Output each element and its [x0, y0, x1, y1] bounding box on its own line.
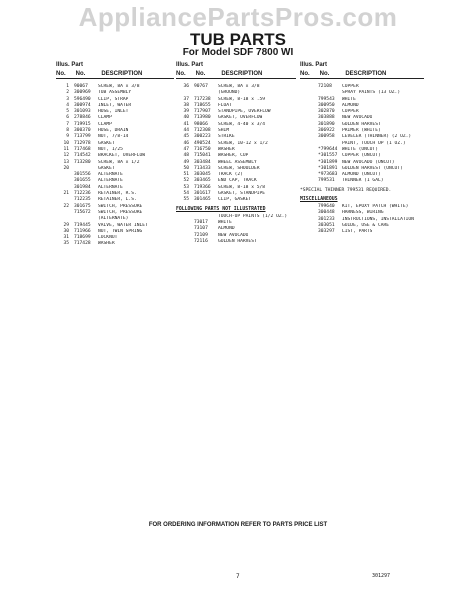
parts-list — [300, 84, 424, 185]
part-description: NUT, 7/8-14 — [98, 134, 129, 140]
part-description: CLAMP — [98, 121, 112, 127]
part-description: SHIM — [218, 128, 230, 134]
part-description: SCREW, 8A x 3/8 — [98, 84, 140, 89]
part-number: 718655 — [194, 102, 211, 108]
illus-number: 31 — [63, 235, 69, 241]
part-number: 300974 — [74, 102, 91, 108]
illus-number — [176, 239, 194, 245]
part-number: 300969 — [74, 90, 91, 96]
part-description: ALMOND — [218, 226, 235, 232]
part-number: 717468 — [74, 146, 91, 152]
illus-number: 12 — [63, 153, 69, 159]
part-number: 799543 — [318, 96, 335, 102]
page-number: 7 — [236, 573, 240, 580]
page-title: TUB PARTS — [189, 30, 286, 49]
part-description: NEW AVOCADO (UNCUT) — [342, 159, 395, 165]
part-description: WHITE — [342, 96, 356, 102]
illus-number: 44 — [183, 128, 189, 134]
part-number: 301890 — [318, 121, 335, 127]
part-number: 306922 — [318, 128, 335, 134]
part-number: 717238 — [194, 96, 211, 102]
watermark: AppliancePartsPros.com — [78, 2, 398, 32]
part-description: HARNESS, WIRING — [342, 210, 384, 216]
part-number: 301675 — [74, 203, 91, 209]
part-number: 799640 — [318, 204, 335, 210]
part-number: 715041 — [194, 153, 211, 159]
illus-number — [300, 178, 318, 184]
part-description: ALMOND — [342, 102, 359, 108]
illus-number: 49 — [183, 159, 189, 165]
part-description: GOLDEN HARVEST — [342, 121, 381, 127]
part-description: SWITCH, PRESSURE — [98, 203, 143, 209]
part-number: 303045 — [194, 172, 211, 178]
illus-number: 51 — [183, 172, 189, 178]
part-number: 73017 — [194, 219, 208, 225]
part-number: 302870 — [318, 109, 335, 115]
part-description: (ALTERNATE) — [98, 216, 129, 222]
section-heading: MISCELLANEOUS — [300, 197, 338, 203]
part-description: LEVELER (THINNER) (2 OZ.) — [342, 134, 412, 140]
header-illus-part: Illus. Part — [56, 62, 84, 68]
illus-number: 1 — [66, 84, 69, 89]
part-description: SPRAY PAINTS (13 OZ.) — [342, 90, 401, 96]
part-description: NEW AVOCADO — [218, 232, 249, 238]
illus-number: 2 — [66, 90, 69, 96]
part-number: *799644 — [318, 146, 338, 152]
part-description: COPPER (UNCUT) — [342, 153, 381, 159]
part-number: 301617 — [194, 191, 211, 197]
illus-number: 3 — [66, 96, 69, 102]
part-number: 715672 — [74, 209, 91, 215]
part-number: 73107 — [194, 226, 208, 232]
illus-number: 55 — [183, 197, 189, 203]
part-description: GASKET — [98, 165, 115, 171]
illus-number: 50 — [183, 165, 189, 171]
part-number: 72108 — [318, 84, 332, 89]
part-description: GUIDE, USE & CARE — [342, 222, 390, 228]
illus-number: 22 — [63, 203, 69, 209]
part-description: PAINT, TOUCH UP (1 OZ.) — [342, 140, 406, 146]
illus-number: 47 — [183, 146, 189, 152]
part-description: RETAINER, R.S. — [98, 191, 137, 197]
part-number: 716750 — [194, 146, 211, 152]
column-header: Illus. Part No. No. DESCRIPTION — [300, 62, 424, 84]
special-thinner-note: *SPECIAL THINNER 799531 REQUIRED. — [300, 187, 392, 193]
parts-column-2 — [176, 62, 296, 245]
part-number: 719915 — [74, 121, 91, 127]
part-number: 98066 — [194, 121, 208, 127]
illus-number: 54 — [183, 191, 189, 197]
part-description: WHITE (UNCUT) — [342, 146, 378, 152]
part-description: SCREW, 8-18 x .59 — [218, 96, 266, 102]
part-description: INSTRUCTIONS, INSTALLATION — [342, 216, 414, 222]
part-description: WASHER — [218, 146, 235, 152]
illus-number: 38 — [183, 102, 189, 108]
part-description: INLET, WATER — [98, 102, 132, 108]
illus-number: 21 — [63, 191, 69, 197]
part-description: SCREW, 8A x 1/2 — [98, 159, 140, 165]
illus-number: 20 — [63, 165, 69, 171]
part-description: COPPER — [342, 84, 359, 89]
part-description: ALTERNATE — [98, 184, 123, 190]
part-description: GASKET, OVERFLOW — [218, 115, 263, 121]
part-description: SCREW, 8-18 x 5/8 — [218, 184, 266, 190]
part-number: 717428 — [74, 241, 91, 247]
part-number: 713980 — [194, 115, 211, 121]
part-number: 300950 — [318, 102, 335, 108]
part-number: 713433 — [194, 165, 211, 171]
part-description: ALTERNATE — [98, 178, 123, 184]
part-number: 596490 — [74, 96, 91, 102]
part-number: 301093 — [74, 109, 91, 115]
part-number: 303465 — [194, 178, 211, 184]
part-description: CLIP, GASKET — [218, 197, 252, 203]
part-number: *301891 — [318, 165, 338, 171]
illus-number: 45 — [183, 134, 189, 140]
illus-number: 46 — [183, 140, 189, 146]
illus-number: 40 — [183, 115, 189, 121]
part-description: BRACKET, OVERFLOW — [98, 153, 146, 159]
part-number: 301655 — [74, 178, 91, 184]
illus-number: 8 — [66, 128, 69, 134]
part-row — [176, 239, 296, 245]
part-description: WHEEL ASSEMBLY — [218, 159, 257, 165]
part-description: NEW AVOCADO — [342, 115, 373, 121]
document-code: 301297 — [372, 573, 391, 579]
part-description: SCREW, 4-40 x 3/4 — [218, 121, 266, 127]
part-description: GOLDEN HARVEST (UNCUT) — [342, 165, 403, 171]
part-description: STRIKE — [218, 134, 235, 140]
illus-number: 52 — [183, 178, 189, 184]
part-number: *301557 — [318, 153, 338, 159]
part-number: 712978 — [74, 140, 91, 146]
part-description: TRACK (2) — [218, 172, 243, 178]
illus-number: 36 — [183, 84, 189, 89]
part-number: 72109 — [194, 232, 208, 238]
part-number: 719445 — [74, 222, 91, 228]
illus-number: 48 — [183, 153, 189, 159]
part-number: 713280 — [74, 159, 91, 165]
part-number: 300958 — [318, 134, 335, 140]
part-number: 301984 — [74, 184, 91, 190]
part-description: TUB ASSEMBLY — [98, 90, 132, 96]
parts-column-3 — [300, 62, 424, 236]
part-description: HOSE, DRAIN — [98, 128, 129, 134]
part-number: 278846 — [74, 115, 91, 121]
part-number: 90067 — [74, 84, 88, 89]
illus-number — [300, 229, 318, 235]
part-description: ALMOND (UNCUT) — [342, 172, 381, 178]
part-number: 300370 — [74, 128, 91, 134]
illus-number: 13 — [63, 159, 69, 165]
part-description: WASHER — [98, 241, 115, 247]
header-illus-part: Illus. Part — [300, 62, 328, 68]
illus-number: 7 — [66, 121, 69, 127]
illus-number: 10 — [63, 140, 69, 146]
illus-number: 37 — [183, 96, 189, 102]
part-number: 303051 — [318, 222, 335, 228]
part-description: SWITCH, PRESSURE — [98, 209, 143, 215]
part-description: THINNER (1 GAL) — [342, 178, 384, 184]
part-description: GASKET — [98, 140, 115, 146]
part-number: 301233 — [318, 216, 335, 222]
part-description: SCREW, 10-12 x 1/2 — [218, 140, 268, 146]
part-number: 717907 — [194, 109, 211, 115]
part-row — [176, 197, 296, 203]
part-number: 490524 — [194, 140, 211, 146]
part-description: RETAINER, L.S. — [98, 197, 137, 203]
part-number: 72116 — [194, 238, 208, 244]
illus-number: 29 — [63, 222, 69, 228]
parts-column-1 — [56, 62, 174, 248]
part-number: 90767 — [194, 84, 208, 89]
parts-list — [300, 204, 424, 235]
part-number: 300448 — [318, 210, 335, 216]
part-number: 711966 — [74, 228, 91, 234]
section-heading: FOLLOWING PARTS NOT ILLUSTRATED — [176, 206, 266, 212]
illus-number: 4 — [66, 102, 69, 108]
part-number: 718699 — [74, 235, 91, 241]
part-number: 712236 — [74, 191, 91, 197]
illus-number: 11 — [63, 146, 69, 152]
part-description: HOSE, INLET — [98, 109, 129, 115]
illus-number: 9 — [66, 134, 69, 140]
column-header: Illus. Part No. No. DESCRIPTION — [56, 62, 174, 84]
part-description: WASHER, CUP — [218, 153, 249, 159]
part-number: 799531 — [318, 178, 335, 184]
illus-number: 53 — [183, 184, 189, 190]
part-number: 303888 — [318, 115, 335, 121]
part-description: END CAP, TRACK — [218, 178, 257, 184]
part-description: CLAMP — [98, 115, 112, 121]
part-description: WHITE — [218, 219, 232, 225]
part-number: 303297 — [318, 229, 335, 235]
part-description: COPPER — [342, 109, 359, 115]
part-number: 712308 — [194, 128, 211, 134]
part-number: 303484 — [194, 159, 211, 165]
illus-number: 35 — [63, 241, 69, 247]
part-number: 714542 — [74, 153, 91, 159]
part-description: SCREW, 8A x 3/8 — [218, 84, 260, 89]
illus-number: 39 — [183, 109, 189, 115]
header-illus-part: Illus. Part — [176, 62, 204, 68]
part-description: NUT, 1/25 — [98, 146, 123, 152]
part-number: 301556 — [74, 172, 91, 178]
illus-number: 41 — [183, 121, 189, 127]
part-row — [56, 241, 174, 247]
part-description: VALVE, WATER INLET — [98, 222, 148, 228]
page-subtitle: For Model SDF 7800 WI — [182, 47, 294, 58]
part-description: SCREW, SHOULDER — [218, 165, 260, 171]
part-row — [300, 229, 424, 235]
parts-list — [56, 84, 174, 248]
parts-list — [176, 214, 296, 245]
part-description: LOCKNUT — [98, 235, 118, 241]
part-description: LIST, PARTS — [342, 229, 373, 235]
part-number: 301465 — [194, 197, 211, 203]
part-description: GASKET, STANDPIPE — [218, 191, 266, 197]
illus-number: 5 — [66, 109, 69, 115]
part-row — [300, 178, 424, 184]
illus-number: 30 — [63, 228, 69, 234]
parts-list — [176, 84, 296, 204]
part-description: ALTERNATE — [98, 172, 123, 178]
part-description: FLOAT — [218, 102, 232, 108]
part-number: 300223 — [194, 134, 211, 140]
illus-number: 6 — [66, 115, 69, 121]
part-description: NUT, TWIN SPRING — [98, 228, 143, 234]
part-description: CLIP, STRAP — [98, 96, 129, 102]
part-number: 713799 — [74, 134, 91, 140]
part-number: *973683 — [318, 172, 338, 178]
ordering-footer: FOR ORDERING INFORMATION REFER TO PARTS PRICE LIST — [148, 522, 328, 528]
part-description: PRIMER (WHITE) — [342, 128, 381, 134]
part-description: KIT, EPOXY PATCH (WHITE) — [342, 204, 409, 210]
part-number: 719366 — [194, 184, 211, 190]
column-header: Illus. Part No. No. DESCRIPTION — [176, 62, 296, 84]
part-description: GOLDEN HARVEST — [218, 238, 257, 244]
part-description: TOUCH-UP PAINTS (1/2 OZ.) — [218, 213, 288, 219]
part-description: STANDPIPE, OVERFLOW — [218, 109, 271, 115]
part-number: 712235 — [74, 197, 91, 203]
part-number: *301899 — [318, 159, 338, 165]
part-description: (GROUND) — [218, 90, 241, 96]
